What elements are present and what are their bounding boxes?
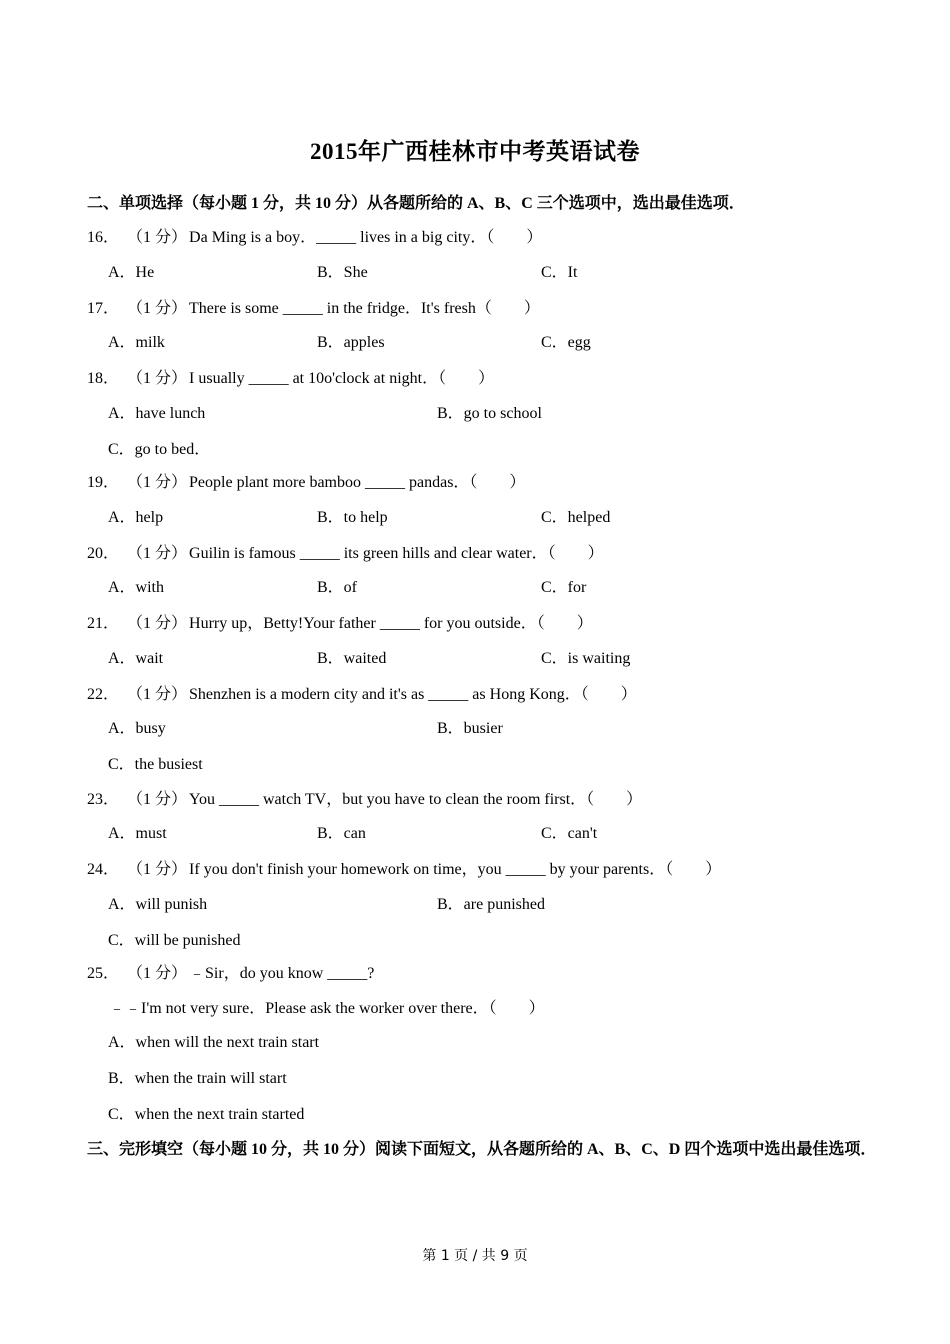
question-number: 23． — [87, 791, 120, 808]
question-score: （1 分） — [127, 474, 188, 491]
option-c: C．egg — [541, 334, 591, 351]
question-number: 25． — [87, 965, 120, 982]
option-c: C．It — [541, 264, 578, 281]
option-a: A．when will the next train start — [108, 1034, 320, 1051]
question-25 — [87, 960, 374, 983]
option-a: A．milk — [108, 334, 165, 351]
question-stem: If you don't finish your homework on time，you _____ by your parents．（ ） — [189, 861, 722, 878]
page-number-footer: 第 1 页 / 共 9 页 — [422, 1248, 528, 1264]
question-23 — [87, 786, 642, 809]
exam-title: 2015年广西桂林市中考英语试卷 — [310, 139, 640, 164]
option-b: B．to help — [317, 509, 388, 526]
question-stem: People plant more bamboo _____ pandas．（ ） — [189, 474, 526, 491]
option-b: B．go to school — [437, 405, 542, 422]
question-score: （1 分） — [127, 300, 188, 317]
question-stem: You _____ watch TV，but you have to clean the room first．（ ） — [189, 791, 643, 808]
section-3-heading: 三、完形填空（每小题 10 分，共 10 分）阅读下面短文，从各题所给的 A、B、C、D 四个选项中选出最佳选项． — [87, 1141, 877, 1158]
question-24 — [87, 856, 721, 879]
question-score: （1 分） — [127, 229, 188, 246]
option-b: B．waited — [317, 650, 387, 667]
option-b: B．when the train will start — [108, 1070, 287, 1087]
option-b: B．apples — [317, 334, 385, 351]
option-c: C．go to bed． — [108, 441, 211, 458]
question-21 — [87, 610, 593, 633]
question-25-dialogue-reply: ﹣﹣I'm not very sure．Please ask the worker over there．（ ） — [109, 1000, 545, 1017]
question-number: 18． — [87, 370, 120, 387]
question-stem: Da Ming is a boy．_____ lives in a big city．（ ） — [189, 229, 543, 246]
option-c: C．the busiest — [108, 756, 203, 773]
option-a: A．must — [108, 825, 167, 842]
section-2-heading: 二、单项选择（每小题 1 分，共 10 分）从各题所给的 A、B、C 三个选项中，选出最佳选项． — [87, 195, 745, 212]
question-number: 20． — [87, 545, 120, 562]
option-c: C．will be punished — [108, 932, 241, 949]
option-b: B．are punished — [437, 896, 545, 913]
question-stem: I usually _____ at 10o'clock at night．（ ） — [189, 370, 495, 387]
question-score: （1 分） — [127, 686, 188, 703]
option-a: A．have lunch — [108, 405, 206, 422]
question-score: （1 分） — [127, 370, 188, 387]
option-c: C．helped — [541, 509, 611, 526]
option-a: A．wait — [108, 650, 164, 667]
question-stem: Guilin is famous _____ its green hills and clear water．（ ） — [189, 545, 604, 562]
option-a: A．will punish — [108, 896, 208, 913]
question-number: 24． — [87, 861, 120, 878]
question-stem: Hurry up，Betty!Your father _____ for you outside．（ ） — [189, 615, 593, 632]
option-a: A．help — [108, 509, 164, 526]
question-score: （1 分） — [127, 965, 188, 982]
question-stem: Shenzhen is a modern city and it's as _____ as Hong Kong．（ ） — [189, 686, 637, 703]
question-number: 19． — [87, 474, 120, 491]
option-a: A．busy — [108, 720, 166, 737]
option-a: A．with — [108, 579, 165, 596]
question-18 — [87, 365, 494, 388]
question-19 — [87, 469, 525, 492]
option-c: C．for — [541, 579, 587, 596]
question-17 — [87, 295, 540, 318]
option-c: C．can't — [541, 825, 598, 842]
option-b: B．of — [317, 579, 358, 596]
question-number: 17． — [87, 300, 120, 317]
option-a: A．He — [108, 264, 155, 281]
question-score: （1 分） — [127, 861, 188, 878]
question-score: （1 分） — [127, 615, 188, 632]
question-stem: ﹣Sir，do you know _____? — [189, 965, 375, 982]
question-22 — [87, 681, 637, 704]
question-number: 16． — [87, 229, 120, 246]
question-score: （1 分） — [127, 545, 188, 562]
option-b: B．She — [317, 264, 368, 281]
option-b: B．busier — [437, 720, 503, 737]
option-b: B．can — [317, 825, 366, 842]
option-c: C．when the next train started — [108, 1106, 305, 1123]
question-stem: There is some _____ in the fridge．It's fresh（ ） — [189, 300, 540, 317]
question-16 — [87, 224, 542, 247]
option-c: C．is waiting — [541, 650, 631, 667]
question-number: 21． — [87, 615, 120, 632]
question-20 — [87, 540, 604, 563]
question-number: 22． — [87, 686, 120, 703]
question-score: （1 分） — [127, 791, 188, 808]
